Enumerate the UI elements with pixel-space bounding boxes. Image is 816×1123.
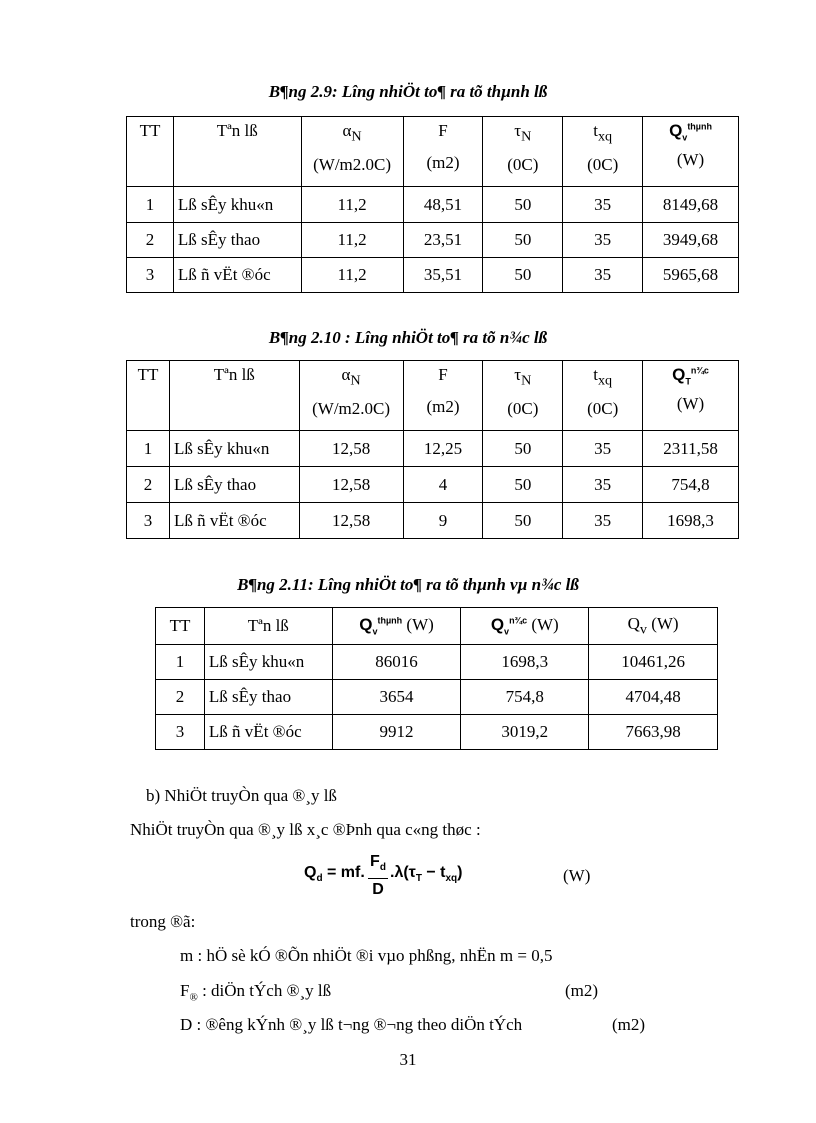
table-row: 1 Lß sÊy khu«n 86016 1698,3 10461,26: [156, 645, 718, 680]
col-name: Tªn lß: [204, 608, 332, 645]
table3-caption: B¶ng 2.11: Lîng nhiÖt to¶ ra tõ thµnh vµ n¾c lß: [237, 575, 579, 594]
table-row: 1 Lß sÊy khu«n 11,2 48,51 50 35 8149,68: [127, 187, 739, 223]
definition-f-unit: (m2): [565, 981, 599, 1000]
table-row: 3 Lß ñ vËt ®óc 9912 3019,2 7663,98: [156, 715, 718, 750]
col-alpha: $\alpha_N$ (W/m2.0C): [299, 361, 403, 431]
table2-caption: B¶ng 2.10 : Lîng nhiÖt to¶ ra tõ n¾c lß: [268, 328, 548, 347]
col-q-thanh: $Q_v^{th\mu nh}$ (W): [332, 608, 461, 645]
table-row: 3 Lß ñ vËt ®óc 12,58 9 50 35 1698,3: [127, 503, 739, 539]
table-row: 3 Lß ñ vËt ®óc 11,2 35,51 50 35 5965,68: [127, 258, 739, 293]
heat-formula: $Q_d$ = mf. $\frac{F_d}{D}$ $.\lambda(\tau_T - t_{xq})$: [304, 852, 484, 898]
table1-caption: B¶ng 2.9: Lîng nhiÖt to¶ ra tõ thµnh lß: [268, 82, 548, 101]
table1-header-row: [127, 117, 739, 187]
col-txq: $t_{xq}$ (0C): [563, 361, 643, 431]
col-tt: TT: [127, 117, 174, 187]
definition-d: D : ®êng kÝnh ®¸y lß t¬ng ®¬ng theo diÖn tÝch: [180, 1015, 523, 1034]
fraction: $\frac{F_d}{D}$: [368, 852, 388, 901]
table2-header-row: [127, 361, 739, 431]
table3: [155, 607, 718, 750]
col-tau: $\tau_N$ (0C): [483, 361, 563, 431]
table2: [126, 360, 739, 539]
page-number: 31: [399, 1050, 417, 1069]
section-heading: b) NhiÖt truyÒn qua ®¸y lß: [146, 786, 337, 805]
col-tt: TT: [127, 361, 170, 431]
table3-header-row: [156, 608, 718, 645]
col-tt: TT: [156, 608, 205, 645]
definition-f: $F_®$ : diÖn tÝch ®¸y lß: [180, 981, 332, 1004]
col-name: Tªn lß: [173, 117, 301, 187]
col-alpha: $\alpha_N$ (W/m2.0C): [301, 117, 403, 187]
table-row: 2 Lß sÊy thao 3654 754,8 4704,48: [156, 680, 718, 715]
col-q: $Q_v^{th\mu nh}$ (W): [643, 117, 739, 187]
intro-paragraph: NhiÖt truyÒn qua ®¸y lß x¸c ®Þnh qua c«ng thøc :: [130, 820, 481, 839]
col-txq: $t_{xq}$ (0C): [563, 117, 643, 187]
definition-m: m : hÖ sè kÓ ®Õn nhiÖt ®i vµo phßng, nhËn m = 0,5: [180, 946, 553, 965]
formula-unit: (W): [563, 866, 591, 885]
table-row: 2 Lß sÊy thao 11,2 23,51 50 35 3949,68: [127, 223, 739, 258]
table-row: 2 Lß sÊy thao 12,58 4 50 35 754,8: [127, 467, 739, 503]
col-name: Tªn lß: [169, 361, 299, 431]
where-label: trong ®ã:: [130, 912, 196, 931]
col-f: F (m2): [403, 361, 483, 431]
col-q: $Q_T^{n\frac{3}{4}c}$ (W): [643, 361, 739, 431]
definition-d-unit: (m2): [612, 1015, 646, 1034]
col-q-nac: $Q_v^{n\frac{3}{4}c}$ (W): [461, 608, 589, 645]
table1: [126, 116, 739, 293]
col-f: F (m2): [403, 117, 483, 187]
table-row: 1 Lß sÊy khu«n 12,58 12,25 50 35 2311,58: [127, 431, 739, 467]
col-qv: $Q_v$ (W): [589, 608, 718, 645]
col-tau: $\tau_N$ (0C): [483, 117, 563, 187]
